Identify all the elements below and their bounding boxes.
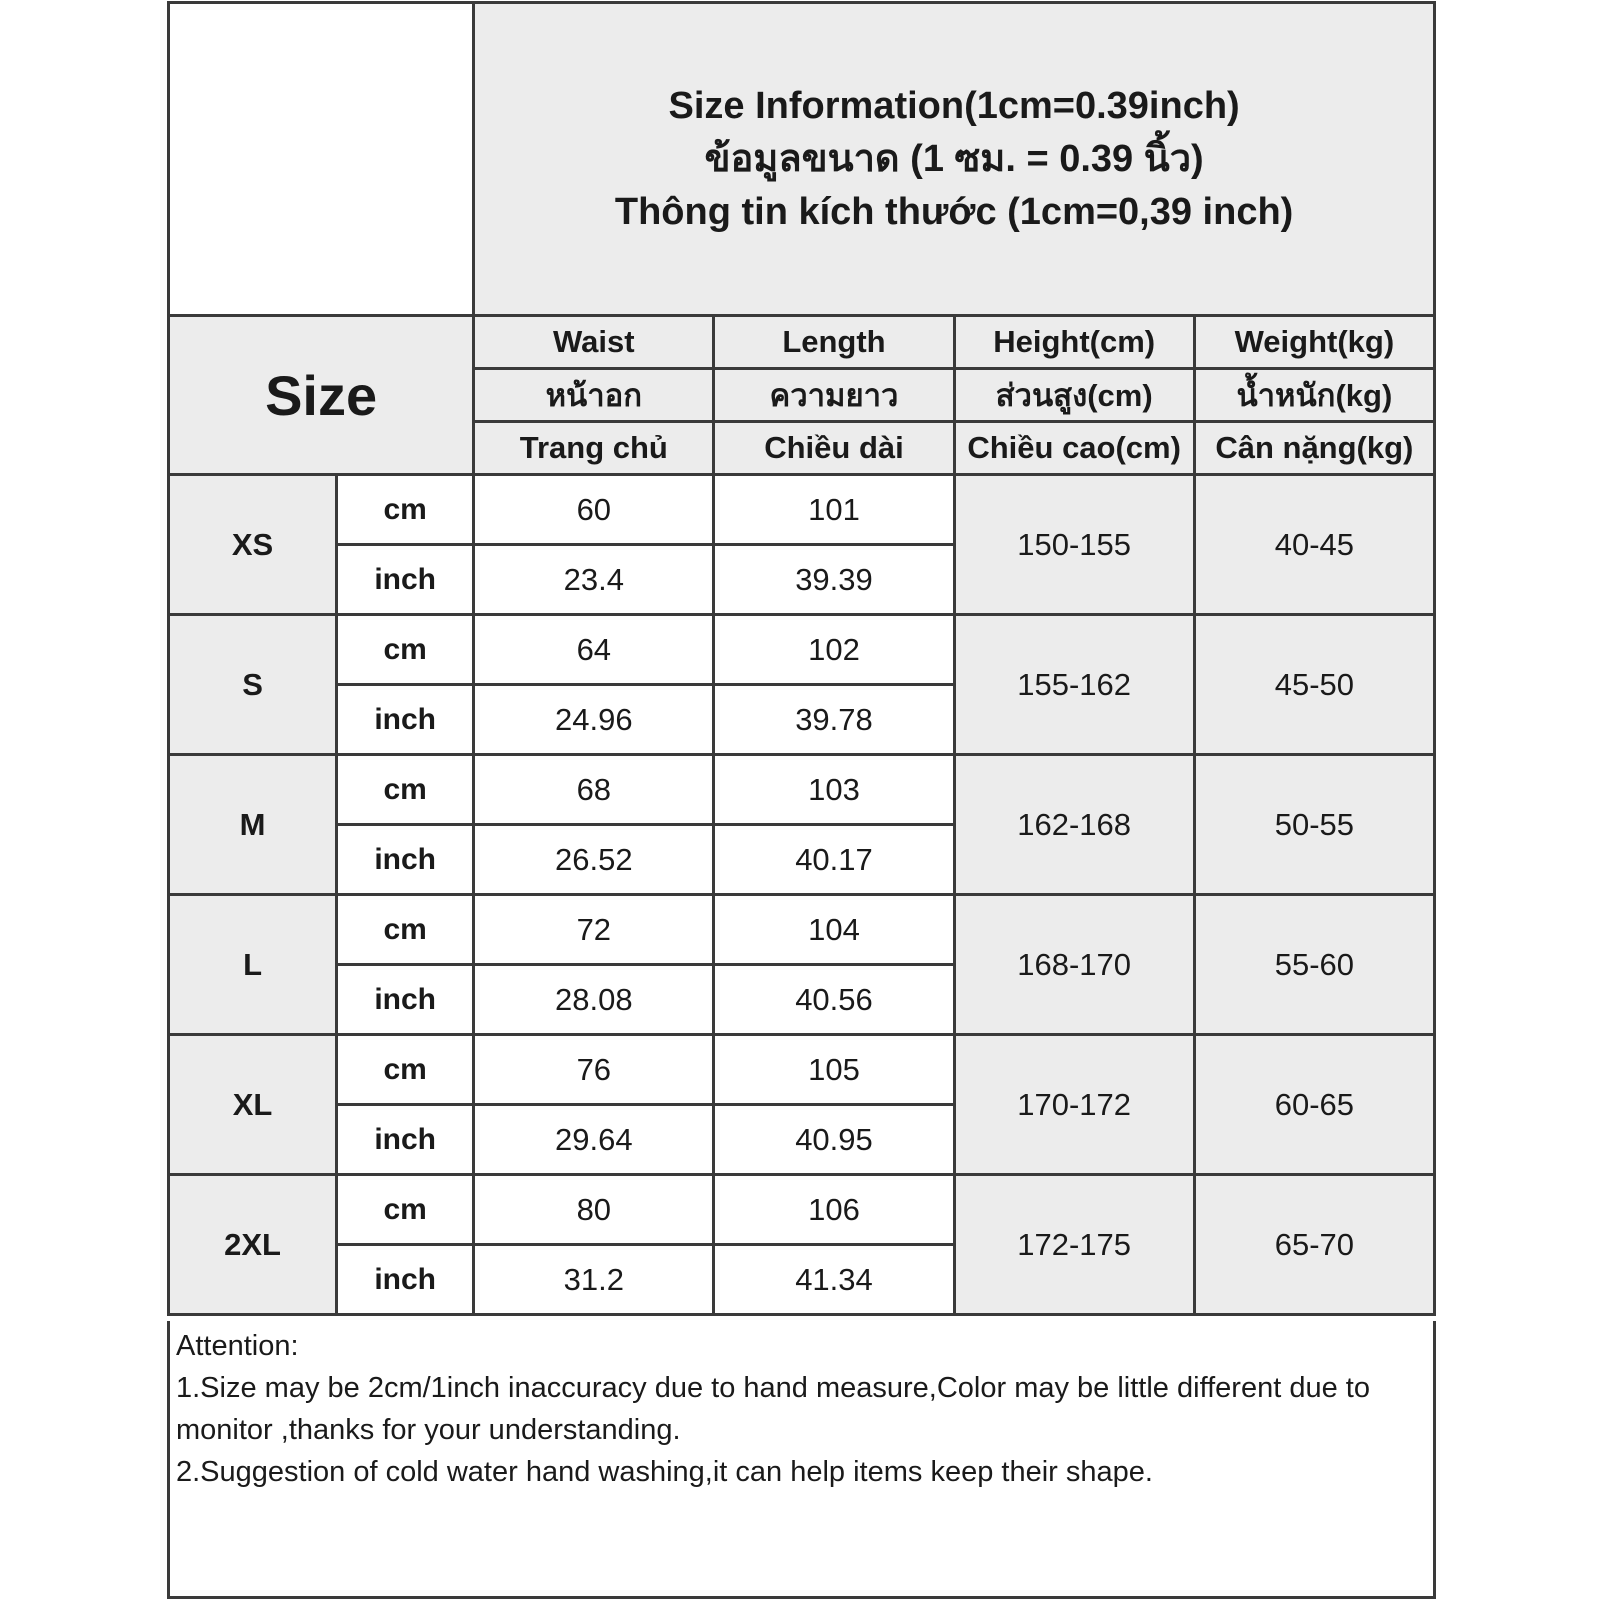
col-length-en: Length [714, 316, 954, 369]
title-thai: ข้อมูลขนาด (1 ซม. = 0.39 นิ้ว) [704, 137, 1204, 180]
length-cm: 102 [714, 615, 954, 685]
length-inch: 40.56 [714, 965, 954, 1035]
col-waist-vi: Trang chủ [474, 422, 714, 475]
size-header: Size [169, 316, 474, 475]
length-inch: 39.78 [714, 685, 954, 755]
size-info-title [474, 3, 1435, 316]
col-weight-th: น้ำหนัก(kg) [1194, 369, 1434, 422]
size-row-cm [169, 1175, 1435, 1245]
weight-range: 60-65 [1194, 1035, 1434, 1175]
size-row-cm [169, 1035, 1435, 1105]
product-photo [169, 3, 474, 316]
notes-line-2: 2.Suggestion of cold water hand washing,it can help items keep their shape. [176, 1456, 1153, 1488]
unit-inch: inch [337, 1245, 474, 1315]
height-range: 162-168 [954, 755, 1194, 895]
col-length-th: ความยาว [714, 369, 954, 422]
length-inch: 40.17 [714, 825, 954, 895]
waist-cm: 80 [474, 1175, 714, 1245]
title-english: Size Information(1cm=0.39inch) [668, 84, 1240, 127]
col-weight-en: Weight(kg) [1194, 316, 1434, 369]
weight-range: 45-50 [1194, 615, 1434, 755]
size-label: XL [169, 1035, 337, 1175]
unit-inch: inch [337, 1105, 474, 1175]
weight-range: 55-60 [1194, 895, 1434, 1035]
length-inch: 39.39 [714, 545, 954, 615]
unit-inch: inch [337, 685, 474, 755]
length-cm: 106 [714, 1175, 954, 1245]
waist-inch: 26.52 [474, 825, 714, 895]
unit-cm: cm [337, 615, 474, 685]
height-range: 172-175 [954, 1175, 1194, 1315]
size-label: L [169, 895, 337, 1035]
size-chart-table [167, 1, 1436, 1316]
unit-inch: inch [337, 545, 474, 615]
waist-cm: 76 [474, 1035, 714, 1105]
waist-cm: 72 [474, 895, 714, 965]
size-chart-sheet [167, 1, 1436, 1599]
height-range: 155-162 [954, 615, 1194, 755]
notes-heading: Attention: [176, 1330, 299, 1362]
length-cm: 104 [714, 895, 954, 965]
col-waist-th: หน้าอก [474, 369, 714, 422]
col-weight-vi: Cân nặng(kg) [1194, 422, 1434, 475]
waist-inch: 31.2 [474, 1245, 714, 1315]
weight-range: 65-70 [1194, 1175, 1434, 1315]
waist-cm: 60 [474, 475, 714, 545]
size-row-cm [169, 615, 1435, 685]
size-row-cm [169, 475, 1435, 545]
size-label: S [169, 615, 337, 755]
notes-line-1: 1.Size may be 2cm/1inch inaccuracy due to hand measure,Color may be little different due to monitor ,thanks for your understanding. [176, 1372, 1370, 1446]
waist-inch: 23.4 [474, 545, 714, 615]
height-range: 150-155 [954, 475, 1194, 615]
length-inch: 40.95 [714, 1105, 954, 1175]
col-height-vi: Chiều cao(cm) [954, 422, 1194, 475]
size-label: M [169, 755, 337, 895]
length-cm: 105 [714, 1035, 954, 1105]
size-row-cm [169, 755, 1435, 825]
waist-cm: 68 [474, 755, 714, 825]
height-range: 170-172 [954, 1035, 1194, 1175]
height-range: 168-170 [954, 895, 1194, 1035]
unit-cm: cm [337, 1035, 474, 1105]
attention-notes [167, 1321, 1436, 1599]
unit-cm: cm [337, 895, 474, 965]
waist-inch: 29.64 [474, 1105, 714, 1175]
unit-inch: inch [337, 965, 474, 1035]
title-vietnamese: Thông tin kích thước (1cm=0,39 inch) [614, 190, 1294, 233]
waist-inch: 24.96 [474, 685, 714, 755]
unit-cm: cm [337, 475, 474, 545]
col-height-en: Height(cm) [954, 316, 1194, 369]
length-cm: 101 [714, 475, 954, 545]
size-label: XS [169, 475, 337, 615]
col-length-vi: Chiều dài [714, 422, 954, 475]
col-waist-en: Waist [474, 316, 714, 369]
waist-cm: 64 [474, 615, 714, 685]
length-inch: 41.34 [714, 1245, 954, 1315]
unit-cm: cm [337, 755, 474, 825]
col-height-th: ส่วนสูง(cm) [954, 369, 1194, 422]
unit-cm: cm [337, 1175, 474, 1245]
waist-inch: 28.08 [474, 965, 714, 1035]
size-label: 2XL [169, 1175, 337, 1315]
length-cm: 103 [714, 755, 954, 825]
size-row-cm [169, 895, 1435, 965]
unit-inch: inch [337, 825, 474, 895]
weight-range: 40-45 [1194, 475, 1434, 615]
weight-range: 50-55 [1194, 755, 1434, 895]
